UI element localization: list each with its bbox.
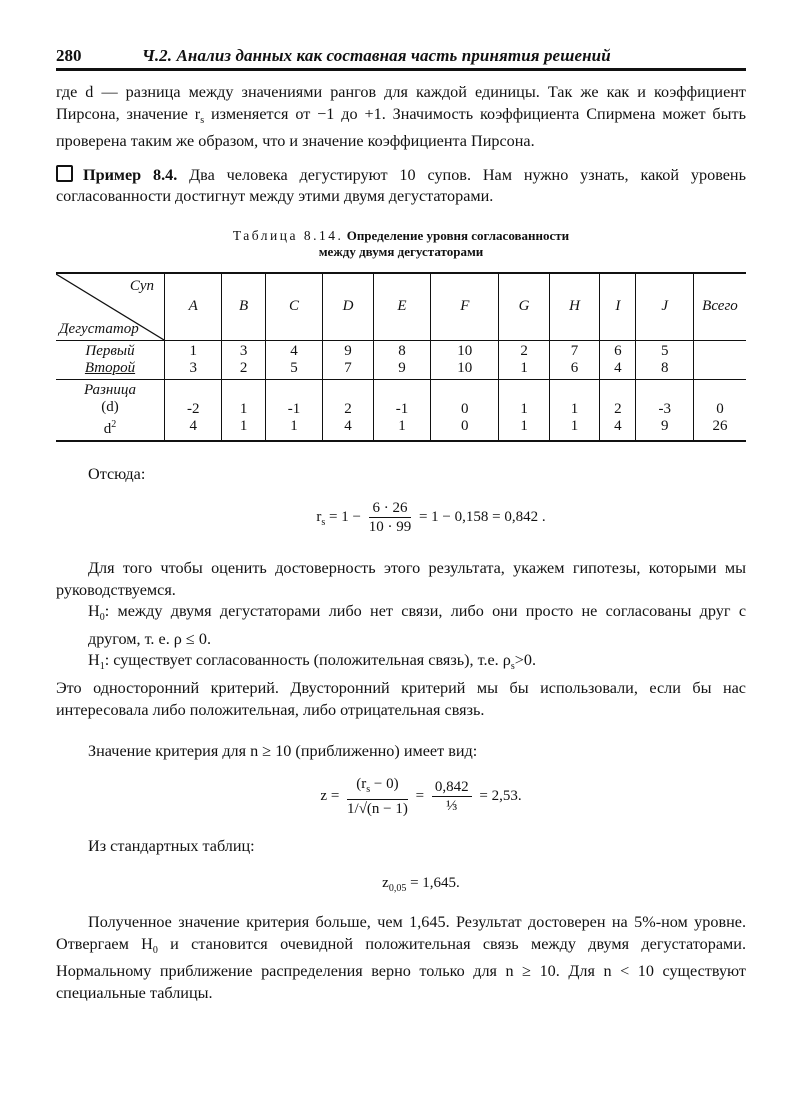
criterion-paragraph: Это односторонний критерий. Двусторонний критерий мы бы использовали, если бы нас интересовала либо положительная, либо отрицательная связь. bbox=[56, 679, 746, 719]
formula-z-critical: $z_{0,05} = 1,645$. bbox=[382, 875, 460, 895]
rank-cell: 4 5 bbox=[265, 340, 322, 379]
diff-cell: 1 1 bbox=[549, 379, 599, 441]
caption-prefix: Таблица 8.14. bbox=[232, 227, 344, 243]
example-text: Два человека дегустируют 10 супов. Нам нужно узнать, какой уровень согласованности достигнут между этими двумя дегустаторами. bbox=[56, 165, 746, 206]
table-caption bbox=[56, 228, 746, 260]
example-box-icon bbox=[56, 165, 73, 182]
col-header: J bbox=[636, 273, 694, 341]
tables-paragraph: Из стандартных таблиц: bbox=[88, 836, 255, 855]
diff-cell: 1 1 bbox=[222, 379, 265, 441]
col-header: I bbox=[600, 273, 636, 341]
formula-z: z = $\frac{(r_s - 0)}{1/√(n - 1)}$ = $\frac{0,842}{\text{⅓}}$ = 2,53. bbox=[320, 775, 522, 817]
diff-cell-total: 0 26 bbox=[694, 379, 747, 441]
rank-cell: 6 4 bbox=[600, 340, 636, 379]
hypothesis-h0: $H_0$: между двумя дегустаторами либо нет связи, либо они просто не согласованы друг с другом, т. е. ρ ≤ 0. bbox=[88, 602, 746, 648]
intro-paragraph: где d — разница между значениями рангов для каждой единицы. Так же как и коэффициент Пирсона, значение $r_s$ изменяется от −1 до +1. Значимость коэффициента Спирмена может быть проверена таким же образом, что и значение коэффициента Пирсона. bbox=[56, 83, 746, 151]
rank-cell: 5 8 bbox=[636, 340, 694, 379]
table-row-differences bbox=[56, 379, 746, 441]
corner-taster-label: Дегустатор bbox=[59, 320, 139, 337]
diff-cell: 2 4 bbox=[600, 379, 636, 441]
diff-cell: 1 1 bbox=[499, 379, 549, 441]
caption-line-1: Определение уровня согласованности bbox=[346, 227, 570, 243]
diff-cell: 0 0 bbox=[431, 379, 499, 441]
diff-cell: -1 1 bbox=[373, 379, 430, 441]
hence-label: Отсюда: bbox=[88, 464, 146, 483]
caption-line-2: между двумя дегустаторами bbox=[318, 243, 484, 259]
tasting-table bbox=[56, 272, 746, 442]
chapter-title: Ч.2. Анализ данных как составная часть принятия решений bbox=[142, 46, 611, 65]
rank-cell: 1 3 bbox=[165, 340, 222, 379]
corner-cell bbox=[56, 273, 165, 341]
col-header: B bbox=[222, 273, 265, 341]
rank-cell: 7 6 bbox=[549, 340, 599, 379]
corner-soup-label: Суп bbox=[129, 277, 154, 294]
rank-cell: 2 1 bbox=[499, 340, 549, 379]
col-header: F bbox=[431, 273, 499, 341]
conclusion-paragraph: Полученное значение критерия больше, чем 1,645. Результат достоверен на 5%-ном уровне. Отвергаем $H_0$ и становится очевидной положительная связь между двумя дегустаторами. Нормальному приближение распределения верно только для n ≥ 10. Для n < 10 существуют специальные таблицы. bbox=[56, 913, 746, 1002]
col-header: G bbox=[499, 273, 549, 341]
row-label: Разница (d) $d^2$ bbox=[83, 381, 137, 437]
rank-cell: 3 2 bbox=[222, 340, 265, 379]
rank-cell: 9 7 bbox=[323, 340, 373, 379]
col-header: H bbox=[549, 273, 599, 341]
example-label: Пример 8.4. bbox=[83, 165, 178, 184]
formula-spearman: $r_s = 1$ − $\frac{6 \cdot 26}{10 \cdot 99}$ = 1 − 0,158 = 0,842 . bbox=[316, 500, 546, 536]
rank-cell: 10 10 bbox=[431, 340, 499, 379]
rank-cell: 8 9 bbox=[373, 340, 430, 379]
table-header-row bbox=[56, 273, 746, 341]
diff-cell: 2 4 bbox=[323, 379, 373, 441]
col-header: A bbox=[165, 273, 222, 341]
col-header: E bbox=[373, 273, 430, 341]
example-paragraph bbox=[56, 165, 746, 208]
diff-cell: -1 1 bbox=[265, 379, 322, 441]
table-row-ranks bbox=[56, 340, 746, 379]
col-header: C bbox=[265, 273, 322, 341]
diff-cell: -3 9 bbox=[636, 379, 694, 441]
rank-cell-total bbox=[694, 340, 747, 379]
col-header-total: Всего bbox=[694, 273, 747, 341]
running-header bbox=[56, 46, 746, 71]
page bbox=[56, 46, 746, 1004]
diff-cell: -2 4 bbox=[165, 379, 222, 441]
col-header: D bbox=[323, 273, 373, 341]
page-number: 280 bbox=[56, 46, 82, 65]
hypothesis-h1: $H_1$: существует согласованность (положительная связь), т.е. $\rho_s>0$. bbox=[88, 651, 537, 673]
hypotheses-intro: Для того чтобы оценить достоверность этого результата, укажем гипотезы, которыми мы руководствуемся. bbox=[56, 559, 746, 599]
criterion-value-paragraph: Значение критерия для n ≥ 10 (приближенно) имеет вид: bbox=[88, 742, 478, 761]
row-label: Первый Второй bbox=[56, 340, 165, 379]
